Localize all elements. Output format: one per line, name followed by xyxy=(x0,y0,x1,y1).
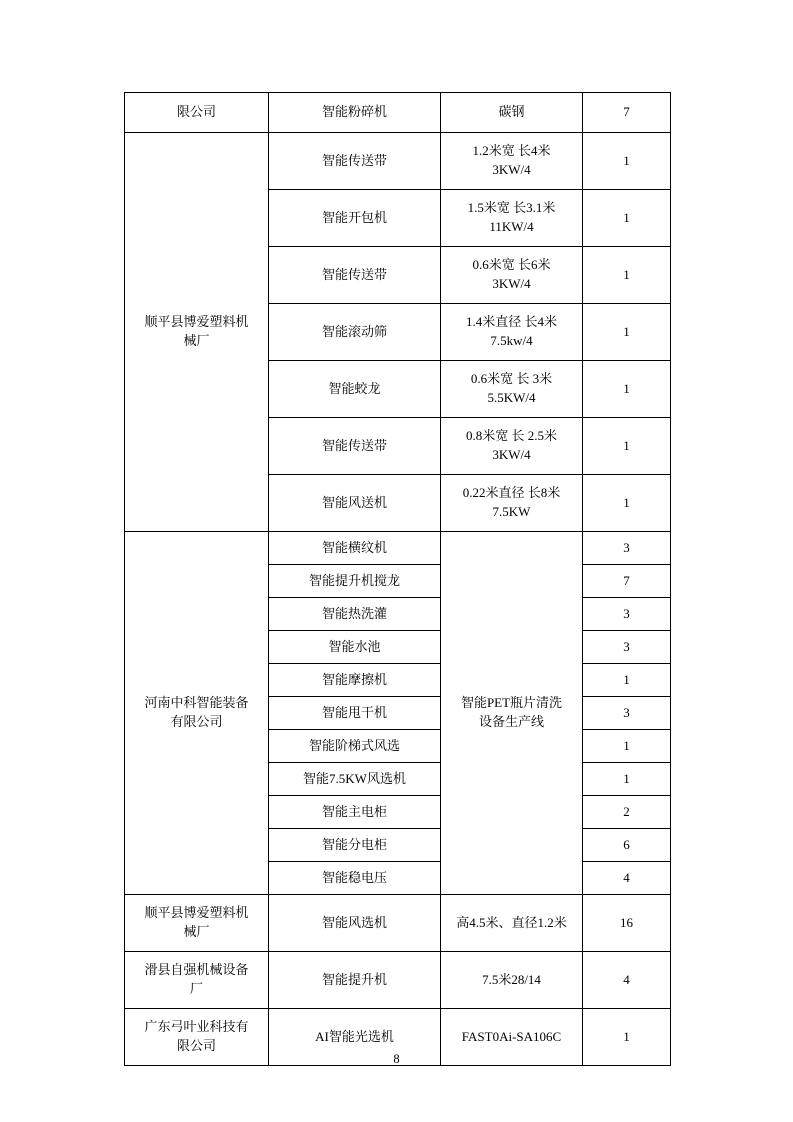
spec-cell xyxy=(441,304,583,361)
quantity-cell: 7 xyxy=(583,93,671,133)
spec-line-1: 1.2米宽 长4米 xyxy=(472,143,551,159)
spec-cell xyxy=(441,247,583,304)
supplier-line-1: 河南中科智能装备 xyxy=(144,695,249,711)
equipment-table xyxy=(124,92,671,1066)
table-row xyxy=(125,532,671,565)
quantity-cell: 3 xyxy=(583,598,671,631)
quantity-cell: 4 xyxy=(583,952,671,1009)
quantity-cell: 1 xyxy=(583,190,671,247)
supplier-line-1: 滑县自强机械设备 xyxy=(144,962,249,978)
supplier-cell xyxy=(125,895,269,952)
quantity-cell: 1 xyxy=(583,730,671,763)
equipment-cell: 智能稳电压 xyxy=(269,862,441,895)
supplier-line-1: 顺平县博爱塑料机 xyxy=(144,905,249,921)
equipment-cell: 智能风选机 xyxy=(269,895,441,952)
equipment-cell: 智能滚动筛 xyxy=(269,304,441,361)
equipment-cell: 智能提升机 xyxy=(269,952,441,1009)
quantity-cell: 4 xyxy=(583,862,671,895)
spec-line-2: 7.5kw/4 xyxy=(490,333,533,348)
spec-cell: 碳钢 xyxy=(441,93,583,133)
supplier-line-2: 限公司 xyxy=(176,1038,216,1053)
spec-line-1: 0.6米宽 长6米 xyxy=(472,257,551,273)
spec-cell: 高4.5米、直径1.2米 xyxy=(441,895,583,952)
spec-line-2: 3KW/4 xyxy=(492,276,531,291)
spec-cell: 7.5米28/14 xyxy=(441,952,583,1009)
spec-line-2: 3KW/4 xyxy=(492,162,531,177)
quantity-cell: 3 xyxy=(583,631,671,664)
spec-cell-merged xyxy=(441,532,583,895)
supplier-line-2: 械厂 xyxy=(183,333,210,348)
supplier-line-1: 顺平县博爱塑料机 xyxy=(144,314,249,330)
equipment-cell: 智能蛟龙 xyxy=(269,361,441,418)
quantity-cell: 1 xyxy=(583,361,671,418)
spec-line-1: 0.22米直径 长8米 xyxy=(462,485,561,501)
spec-cell xyxy=(441,361,583,418)
spec-line-2: 3KW/4 xyxy=(492,447,531,462)
spec-cell xyxy=(441,190,583,247)
spec-cell xyxy=(441,133,583,190)
quantity-cell: 6 xyxy=(583,829,671,862)
equipment-cell: 智能传送带 xyxy=(269,133,441,190)
equipment-cell: 智能分电柜 xyxy=(269,829,441,862)
spec-line-1: 0.6米宽 长 3米 xyxy=(470,371,553,387)
equipment-table-wrapper xyxy=(124,92,670,1066)
equipment-cell: 智能7.5KW风选机 xyxy=(269,763,441,796)
spec-cell xyxy=(441,475,583,532)
table-row xyxy=(125,895,671,952)
spec-line-2: 5.5KW/4 xyxy=(487,390,536,405)
spec-line-2: 7.5KW xyxy=(492,504,531,519)
supplier-cell: 限公司 xyxy=(125,93,269,133)
quantity-cell: 2 xyxy=(583,796,671,829)
equipment-cell: 智能传送带 xyxy=(269,247,441,304)
spec-line-1: 1.5米宽 长3.1米 xyxy=(467,200,556,216)
spec-cell xyxy=(441,418,583,475)
table-row xyxy=(125,93,671,133)
quantity-cell: 1 xyxy=(583,418,671,475)
equipment-cell: 智能粉碎机 xyxy=(269,93,441,133)
supplier-cell xyxy=(125,952,269,1009)
spec-line-2: 11KW/4 xyxy=(489,219,534,234)
supplier-cell xyxy=(125,133,269,532)
table-row xyxy=(125,952,671,1009)
equipment-cell: 智能风送机 xyxy=(269,475,441,532)
table-row xyxy=(125,133,671,190)
page-number: 8 xyxy=(393,1052,400,1066)
quantity-cell: 3 xyxy=(583,697,671,730)
equipment-cell: 智能甩干机 xyxy=(269,697,441,730)
quantity-cell: 1 xyxy=(583,664,671,697)
spec-cell: FAST0Ai-SA106C xyxy=(441,1009,583,1066)
quantity-cell: 1 xyxy=(583,133,671,190)
spec-line-1: 1.4米直径 长4米 xyxy=(465,314,557,330)
equipment-cell: 智能开包机 xyxy=(269,190,441,247)
equipment-cell: 智能阶梯式风选 xyxy=(269,730,441,763)
supplier-cell xyxy=(125,532,269,895)
equipment-cell: 智能水池 xyxy=(269,631,441,664)
quantity-cell: 3 xyxy=(583,532,671,565)
spec-line-2: 设备生产线 xyxy=(478,714,544,729)
equipment-cell: 智能提升机搅龙 xyxy=(269,565,441,598)
quantity-cell: 7 xyxy=(583,565,671,598)
equipment-cell: 智能传送带 xyxy=(269,418,441,475)
equipment-cell: 智能热洗灌 xyxy=(269,598,441,631)
supplier-line-2: 械厂 xyxy=(183,924,210,939)
spec-line-1: 0.8米宽 长 2.5米 xyxy=(465,428,557,444)
quantity-cell: 1 xyxy=(583,304,671,361)
spec-line-1: 智能PET瓶片清洗 xyxy=(460,695,563,711)
supplier-line-2: 厂 xyxy=(189,981,203,996)
quantity-cell: 16 xyxy=(583,895,671,952)
quantity-cell: 1 xyxy=(583,763,671,796)
equipment-cell: 智能摩擦机 xyxy=(269,664,441,697)
quantity-cell: 1 xyxy=(583,475,671,532)
equipment-cell: 智能横纹机 xyxy=(269,532,441,565)
supplier-line-2: 有限公司 xyxy=(170,714,223,729)
equipment-cell: 智能主电柜 xyxy=(269,796,441,829)
quantity-cell: 1 xyxy=(583,1009,671,1066)
quantity-cell: 1 xyxy=(583,247,671,304)
equipment-cell: AI智能光选机 xyxy=(269,1009,441,1066)
supplier-line-1: 广东弓叶业科技有 xyxy=(144,1019,249,1035)
